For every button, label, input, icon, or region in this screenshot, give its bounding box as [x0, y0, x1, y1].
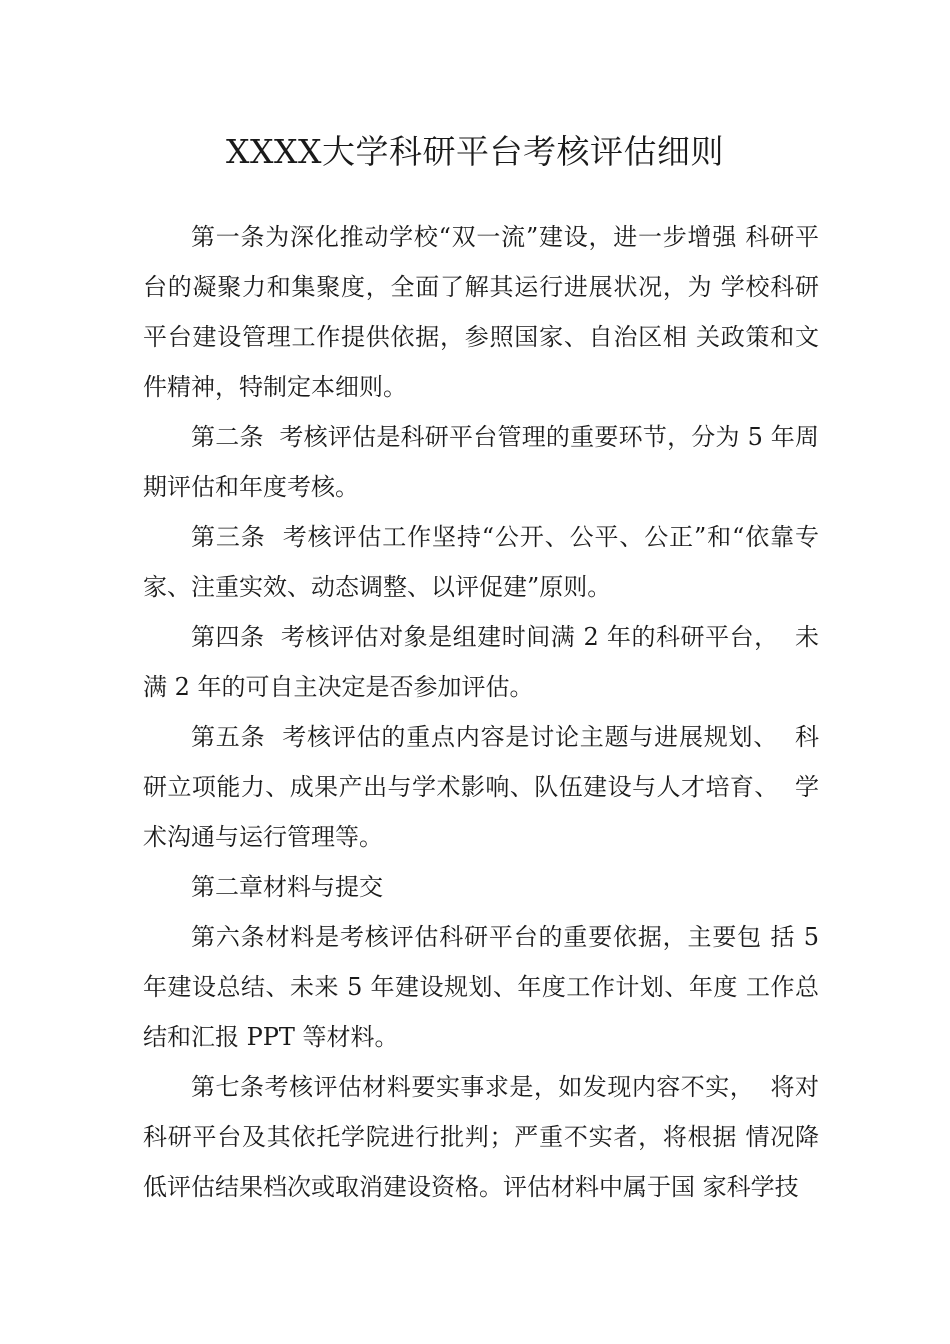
paragraph-article-1: 第一条为深化推动学校“双一流”建设，进一步增强 科研平台的凝聚力和集聚度，全面了解其运行进展状况，为 学校科研平台建设管理工作提供依据，参照国家、自治区相 关政策和文件精神，特制定本细则。 — [143, 223, 819, 401]
paragraph-article-4: 第四条 考核评估对象是组建时间满 2 年的科研平台， 未满 2 年的可自主决定是否参加评估。 — [143, 623, 819, 701]
paragraph-article-5: 第五条 考核评估的重点内容是讨论主题与进展规划、 科研立项能力、成果产出与学术影响、队伍建设与人才培育、 学术沟通与运行管理等。 — [143, 723, 819, 851]
paragraph-article-6: 第六条材料是考核评估科研平台的重要依据，主要包 括 5 年建设总结、未来 5 年建设规划、年度工作计划、年度 工作总结和汇报 PPT 等材料。 — [143, 923, 827, 1051]
paragraph-article-2: 第二条 考核评估是科研平台管理的重要环节，分为 5 年周期评估和年度考核。 — [143, 423, 819, 501]
document-body — [143, 212, 827, 1212]
paragraph-article-3: 第三条 考核评估工作坚持“公开、公平、公正”和“依靠专家、注重实效、动态调整、以评促建”原则。 — [143, 523, 819, 601]
paragraph-article-7: 第七条考核评估材料要实事求是，如发现内容不实， 将对科研平台及其依托学院进行批判；严重不实者，将根据 情况降低评估结果档次或取消建设资格。评估材料中属于国 家科学技 — [143, 1073, 819, 1201]
document-title: XXXX大学科研平台考核评估细则 — [226, 132, 724, 171]
chapter-heading-2: 第二章材料与提交 — [191, 873, 383, 901]
